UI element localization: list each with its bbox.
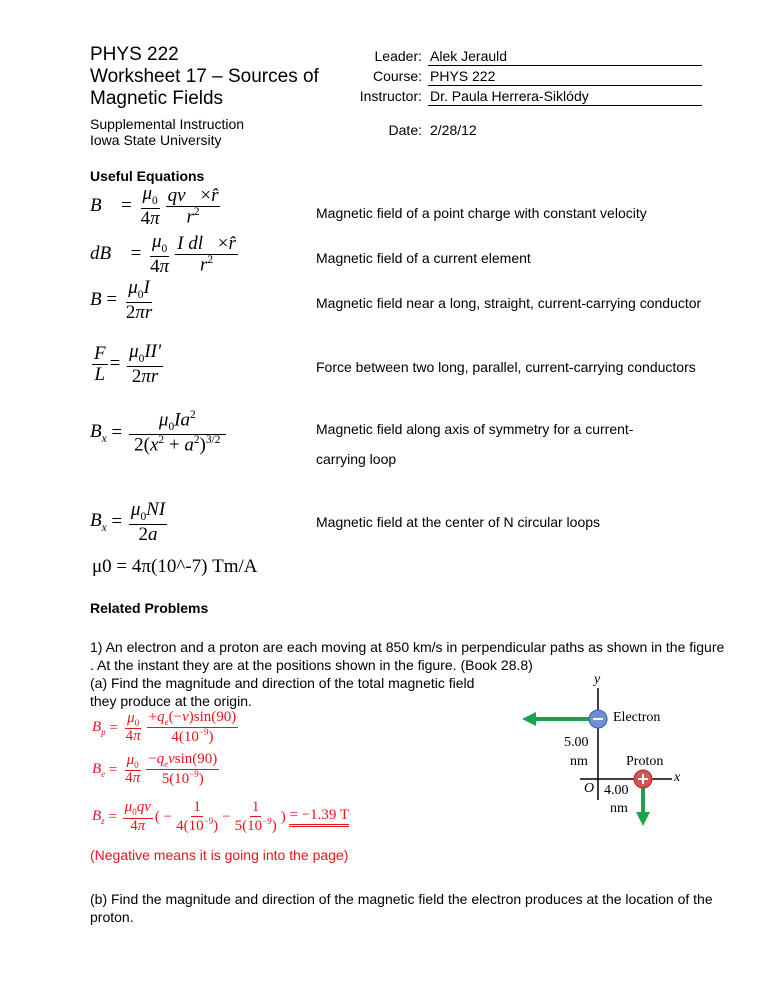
equation-description: Magnetic field along axis of symmetry for a current- xyxy=(316,421,634,437)
equation-point-charge: B⃗ = $\frac{\mu_0}{4\pi}$ $\frac{qv⃗\times r̂}{r^2}$ xyxy=(90,183,219,229)
worksheet-title xyxy=(90,44,319,110)
equation-n-loops: $B_x$ = $\frac{\mu_0NI}{2a}$ xyxy=(90,499,166,545)
x-distance-unit: nm xyxy=(610,801,628,816)
part-a-text: (a) Find the magnitude and direction of the total magnetic field xyxy=(90,675,475,691)
part-b-text: (b) Find the magnitude and direction of the magnetic field the electron produces at the location of the proton. xyxy=(90,891,713,925)
x-axis-label: x xyxy=(674,770,681,785)
part-a-text: they produce at the origin. xyxy=(90,693,252,709)
problem-1-text: 1) An electron and a proton are each moving at 850 km/s in perpendicular paths as shown in the figure . At the instant they are at the positions shown in the figure. (Book 28.8) xyxy=(90,639,725,673)
equation-description: Magnetic field of a point charge with constant velocity xyxy=(316,205,647,221)
meta-block xyxy=(330,46,700,138)
equation-loop-axis: $B_x$ = $\frac{\mu_0Ia^2}{2(x^2 + a^2)^{3/2}}$ xyxy=(90,410,228,455)
direction-note: (Negative means it is going into the page) xyxy=(90,847,349,863)
leader-label: Leader: xyxy=(374,48,422,64)
equation-bp: $B_p$ = $\frac{\mu_0}{4\pi}$ $\frac{+q_e(-v)\sin(90)}{4(10^{-9})}$ xyxy=(92,709,237,746)
date-value: 2/28/12 xyxy=(430,122,477,138)
proton-label: Proton xyxy=(626,754,664,769)
course-value: PHYS 222 xyxy=(428,68,702,86)
figure-axes xyxy=(500,680,700,830)
instructor-row xyxy=(330,86,700,106)
equation-parallel-force: $\frac{F}{L}$ = $\frac{\mu_0II'}{2\pi r}$ xyxy=(94,341,162,387)
instructor-label: Instructor: xyxy=(359,88,422,104)
electron-label: Electron xyxy=(613,710,661,725)
leader-value: Alek Jerauld xyxy=(428,48,702,66)
y-distance: 5.00 xyxy=(564,735,589,750)
mu0-constant: μ0 = 4π(10^-7) Tm/A xyxy=(92,556,258,577)
leader-row xyxy=(330,46,700,66)
related-problems-heading: Related Problems xyxy=(90,600,209,616)
equation-bz: $B_z$ = $\frac{\mu_0qv}{4\pi}$ ( − $\frac{1}{4(10^{-9})}$ − $\frac{1}{5(10^{-9})}$ ) = −1.39 T xyxy=(92,799,350,834)
electron-proton-figure xyxy=(500,672,700,830)
equation-current-element: dB⃗ = $\frac{\mu_0}{4\pi}$ $\frac{\text{I dl⃗×r̂}}{r^2}$ xyxy=(90,231,236,277)
subtitle xyxy=(90,116,244,148)
title-line: PHYS 222 xyxy=(90,44,179,65)
equation-straight-wire: B = $\frac{\mu_0I}{2\pi r}$ xyxy=(90,277,153,323)
equation-description: Magnetic field at the center of N circular loops xyxy=(316,514,601,530)
instructor-value: Dr. Paula Herrera-Siklódy xyxy=(428,88,702,106)
useful-equations-heading: Useful Equations xyxy=(90,168,205,184)
course-row xyxy=(330,66,700,86)
subtitle-line: Iowa State University xyxy=(90,132,222,148)
equation-description: carrying loop xyxy=(316,451,397,467)
equation-be: $B_e$ = $\frac{\mu_0}{4\pi}$ $\frac{-q_evsin(90)}{5(10^{-9})}$ xyxy=(92,751,218,788)
title-line: Worksheet 17 – Sources of xyxy=(90,66,319,87)
equation-description: Magnetic field of a current element xyxy=(316,250,531,266)
x-distance: 4.00 xyxy=(604,783,629,798)
y-axis-label: y xyxy=(594,672,601,687)
y-distance-unit: nm xyxy=(570,754,588,769)
subtitle-line: Supplemental Instruction xyxy=(90,116,245,132)
date-label: Date: xyxy=(388,122,422,138)
equation-description: Magnetic field near a long, straight, current-carrying conductor xyxy=(316,295,702,311)
origin-label: O xyxy=(584,781,595,796)
title-line: Magnetic Fields xyxy=(90,88,224,109)
course-label: Course: xyxy=(372,68,422,84)
equation-description: Force between two long, parallel, current-carrying conductors xyxy=(316,359,696,375)
bz-result: = −1.39 T xyxy=(289,807,349,827)
date-row xyxy=(330,120,700,140)
